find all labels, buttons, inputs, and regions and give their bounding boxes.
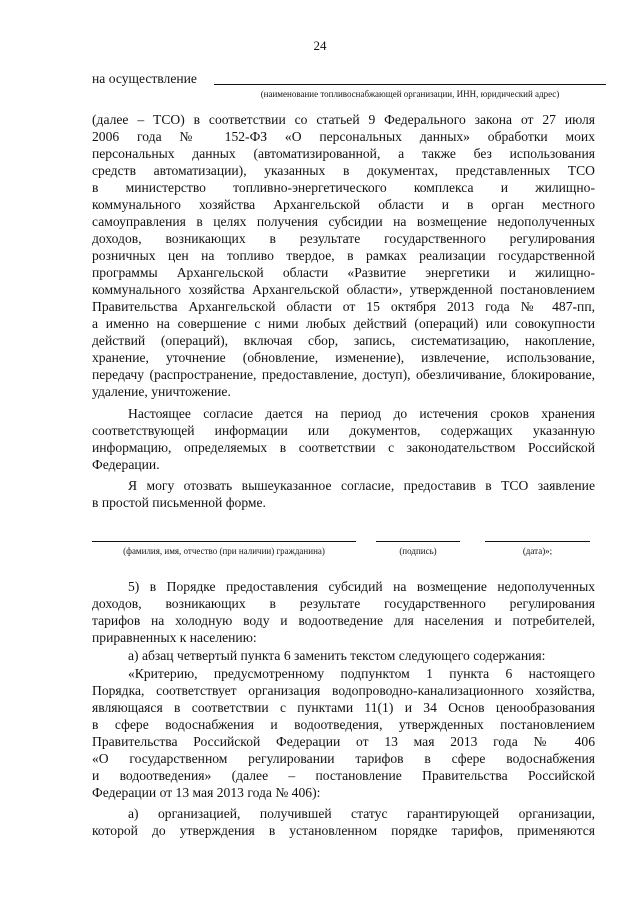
paragraph-line: «О государственном регулировании тарифов в сфере водоснабжения — [92, 751, 595, 766]
name-caption: (фамилия, имя, отчество (при наличии) гражданина) — [123, 546, 325, 556]
paragraph-line: доходов, возникающих в результате государственного регулирования — [92, 596, 595, 611]
paragraph-line: в министерство топливно-энергетического комплекса и жилищно- — [92, 180, 595, 195]
paragraph-line: программы Архангельской области «Развитие энергетики и жилищно- — [92, 265, 595, 280]
paragraph-line: доходов, возникающих в результате государственного регулирования — [92, 231, 595, 246]
paragraph-line: «Критерию, предусмотренному подпунктом 1 пункта 6 настоящего — [128, 666, 595, 681]
paragraph-line: хранение, уточнение (обновление, изменение), извлечение, использование, — [92, 350, 595, 365]
paragraph-line: Федерации от 13 мая 2013 года № 406): — [92, 785, 321, 800]
paragraph-line: 5) в Порядке предоставления субсидий на возмещение недополученных — [128, 579, 595, 594]
paragraph-line: являющаяся в соответствии с пунктами 11(1) и 34 Основ ценообразования — [92, 700, 595, 715]
paragraph-line: Настоящее согласие дается на период до истечения сроков хранения — [128, 406, 595, 421]
paragraph-line: которой до утверждения в установленном порядке тарифов, применяются — [92, 823, 595, 838]
paragraph-line: и водоотведения» (далее – постановление Правительства Российской — [92, 768, 595, 783]
paragraph-line: коммунального хозяйства Архангельской области», утвержденной постановлением — [92, 282, 595, 297]
date-fill-line — [485, 541, 590, 542]
paragraph-line: самоуправления в целях получения субсидии на возмещение недополученных — [92, 214, 595, 229]
paragraph-line: Правительства Российской Федерации от 13 мая 2013 года № 406 — [92, 734, 595, 749]
paragraph-line: персональных данных (автоматизированной, а также без использования — [92, 146, 595, 161]
paragraph-line: тарифов на холодную воду и водоотведение для населения и потребителей, — [92, 613, 595, 628]
header-label: на осуществление — [92, 71, 197, 86]
signature-fill-line — [376, 541, 460, 542]
subitem-a: а) абзац четвертый пункта 6 заменить текстом следующего содержания: — [128, 648, 546, 663]
paragraph-line: удаление, уничтожение. — [92, 384, 231, 399]
page-number: 24 — [313, 38, 327, 53]
paragraph-line: а) организацией, получившей статус гарантирующей организации, — [128, 806, 595, 821]
paragraph-line: Порядка, соответствует организация водопроводно-канализационного хозяйства, — [92, 683, 595, 698]
org-name-fill-line — [214, 84, 606, 85]
paragraph-line: (далее – ТСО) в соответствии со статьей 9 Федерального закона от 27 июля — [92, 112, 595, 127]
paragraph-line: Правительства Архангельской области от 15 октября 2013 года № 487-пп, — [92, 299, 595, 314]
org-name-caption: (наименование топливоснабжающей организации, ИНН, юридический адрес) — [260, 89, 560, 99]
paragraph-line: 2006 года № 152-ФЗ «О персональных данных» обработки моих — [92, 129, 595, 144]
paragraph-line: в сфере водоснабжения и водоотведения, утвержденных постановлением — [92, 717, 595, 732]
date-caption: (дата)»; — [522, 546, 553, 556]
paragraph-line: розничных цен на топливо твердое, в рамках реализации государственной — [92, 248, 595, 263]
paragraph-line: приравненных к населению: — [92, 630, 257, 645]
paragraph-line: информацию, определяемых в соответствии с законодательством Российской — [92, 440, 595, 455]
paragraph-line: коммунального хозяйства Архангельской области и в орган местного — [92, 197, 595, 212]
paragraph-line: передачу (распространение, предоставление, доступ), обезличивание, блокирование, — [92, 367, 595, 382]
paragraph-line: Федерации. — [92, 457, 160, 472]
paragraph-line: средств автоматизации), указанных в документах, представленных ТСО — [92, 163, 595, 178]
paragraph-line: в простой письменной форме. — [92, 495, 266, 510]
name-fill-line — [92, 541, 356, 542]
paragraph-line: соответствующей информации или документов, содержащих указанную — [92, 423, 595, 438]
signature-caption: (подпись) — [399, 546, 437, 556]
paragraph-line: а именно на совершение с ними любых действий (операций) или совокупности — [92, 316, 595, 331]
paragraph-line: действий (операций), включая сбор, запись, систематизацию, накопление, — [92, 333, 595, 348]
paragraph-line: Я могу отозвать вышеуказанное согласие, предоставив в ТСО заявление — [128, 478, 595, 493]
